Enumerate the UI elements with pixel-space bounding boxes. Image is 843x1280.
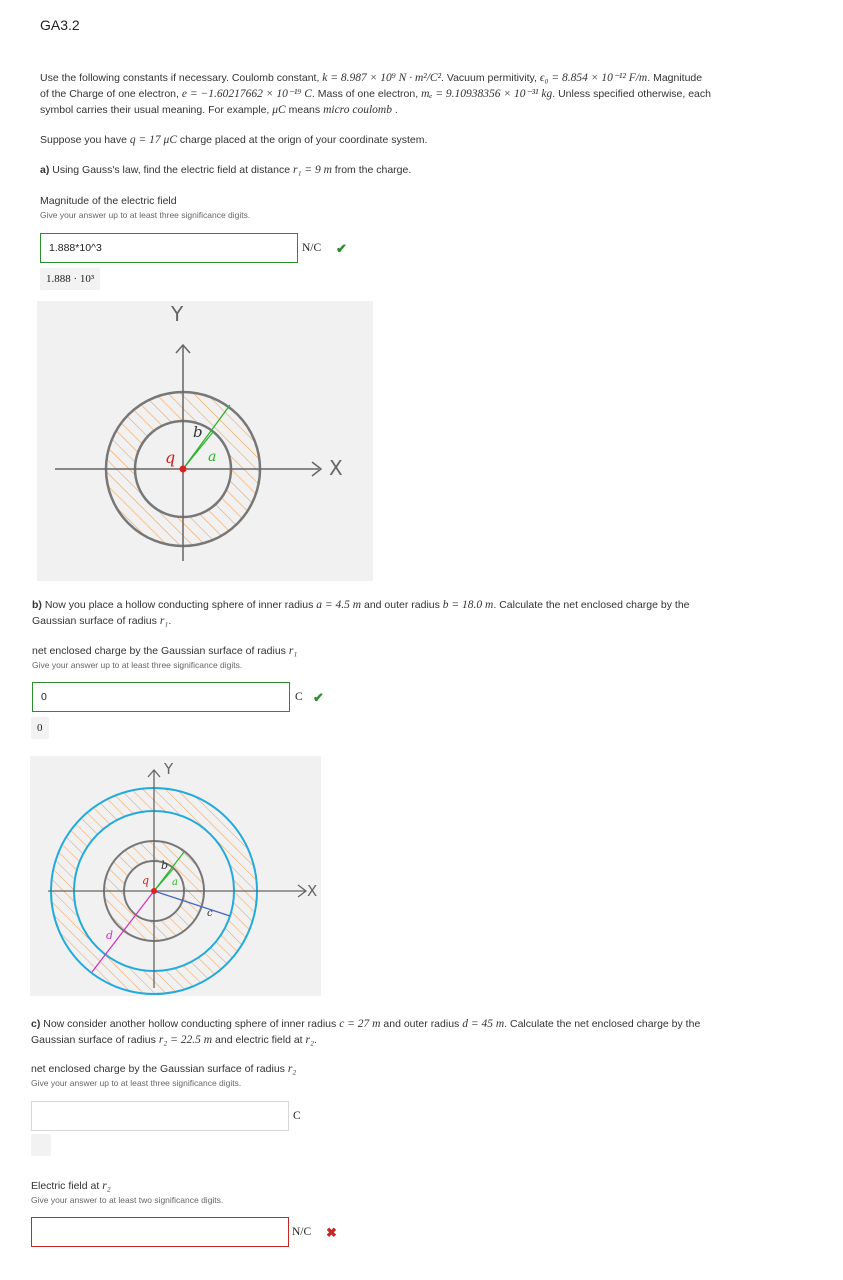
figure-2: [30, 756, 321, 996]
part-a-question: a) Using Gauss's law, find the electric field at distance r₁ = 9 m from the charge.: [40, 164, 412, 176]
y-axis-label: Y: [171, 302, 184, 326]
constants-paragraph: Use the following constants if necessary. Coulomb constant, k = 8.987 × 10⁹ N · m²/C². Vacuum permitivity, ϵ₀ = 8.854 × 10⁻¹² F/m. Magnitude of the Charge of one electron, e = −1.60217662 × 10⁻¹⁹ C. Mass of one electron, mₑ = 9.10938356 × 10⁻³¹ kg. Unless specified otherwise, each symbol carries their usual meaning. For example, μC means micro coulomb .: [40, 72, 711, 116]
part-b-unit: C: [295, 691, 303, 703]
setup-text: Suppose you have q = 17 μC charge placed at the orign of your coordinate system.: [40, 134, 428, 146]
figure-2-diagram: [30, 756, 321, 996]
radius-d-label: d: [106, 929, 114, 942]
radius-b-label: b: [161, 859, 169, 872]
page-title: GA3.2: [40, 17, 80, 33]
radius-a-line: [154, 869, 173, 891]
charge-label: q: [165, 448, 176, 467]
part-a-label: Magnitude of the electric field: [40, 195, 177, 207]
part-c-question: c) Now consider another hollow conducting sphere of inner radius c = 27 m and outer radius d = 45 m. Calculate the net enclosed charge by the Gaussian surface of radius r₂ = 22.5 m and electric field at r₂.: [31, 1018, 701, 1046]
radius-a-label: a: [208, 449, 217, 465]
radius-c-label: c: [207, 908, 213, 919]
part-b-question: b) Now you place a hollow conducting sphere of inner radius a = 4.5 m and outer radius b = 18.0 m. Calculate the net enclosed charge by the Gaussian surface of radius r₁.: [32, 599, 690, 627]
y-axis-label: Y: [164, 760, 174, 778]
part-a-preview: 1.888 · 10³: [40, 268, 100, 290]
figure-1-diagram: [37, 301, 373, 581]
x-axis-label: X: [307, 882, 318, 900]
part-c-field-input[interactable]: [31, 1217, 289, 1247]
part-a-answer-input[interactable]: 1.888*10^3: [40, 233, 298, 263]
charge-label: q: [142, 874, 150, 887]
check-icon: ✔: [313, 690, 324, 705]
radius-a-label: a: [172, 877, 178, 888]
radius-b-label: b: [193, 423, 203, 441]
cross-icon: ✖: [326, 1225, 337, 1240]
part-c-field-unit: N/C: [292, 1226, 312, 1238]
part-b-preview: 0: [31, 717, 49, 739]
part-c-charge-preview: [31, 1134, 51, 1156]
part-c-charge-hint: Give your answer up to at least three significance digits.: [31, 1078, 242, 1088]
part-b-label: net enclosed charge by the Gaussian surface of radius r₁: [32, 645, 298, 657]
figure-1: [37, 301, 373, 581]
part-c-charge-input[interactable]: [31, 1101, 289, 1131]
part-c-field-hint: Give your answer to at least two significance digits.: [31, 1195, 224, 1205]
point-charge: [180, 466, 187, 473]
part-b-hint: Give your answer up to at least three significance digits.: [32, 660, 243, 670]
check-icon: ✔: [336, 241, 347, 256]
point-charge: [151, 888, 157, 894]
part-a-hint: Give your answer up to at least three significance digits.: [40, 210, 251, 220]
part-c-field-label: Electric field at r₂: [31, 1180, 111, 1192]
part-a-unit: N/C: [302, 242, 322, 254]
x-axis-label: X: [329, 456, 343, 480]
part-b-answer-input[interactable]: 0: [32, 682, 290, 712]
part-c-charge-unit: C: [293, 1110, 301, 1122]
part-c-charge-label: net enclosed charge by the Gaussian surface of radius r₂: [31, 1063, 297, 1075]
